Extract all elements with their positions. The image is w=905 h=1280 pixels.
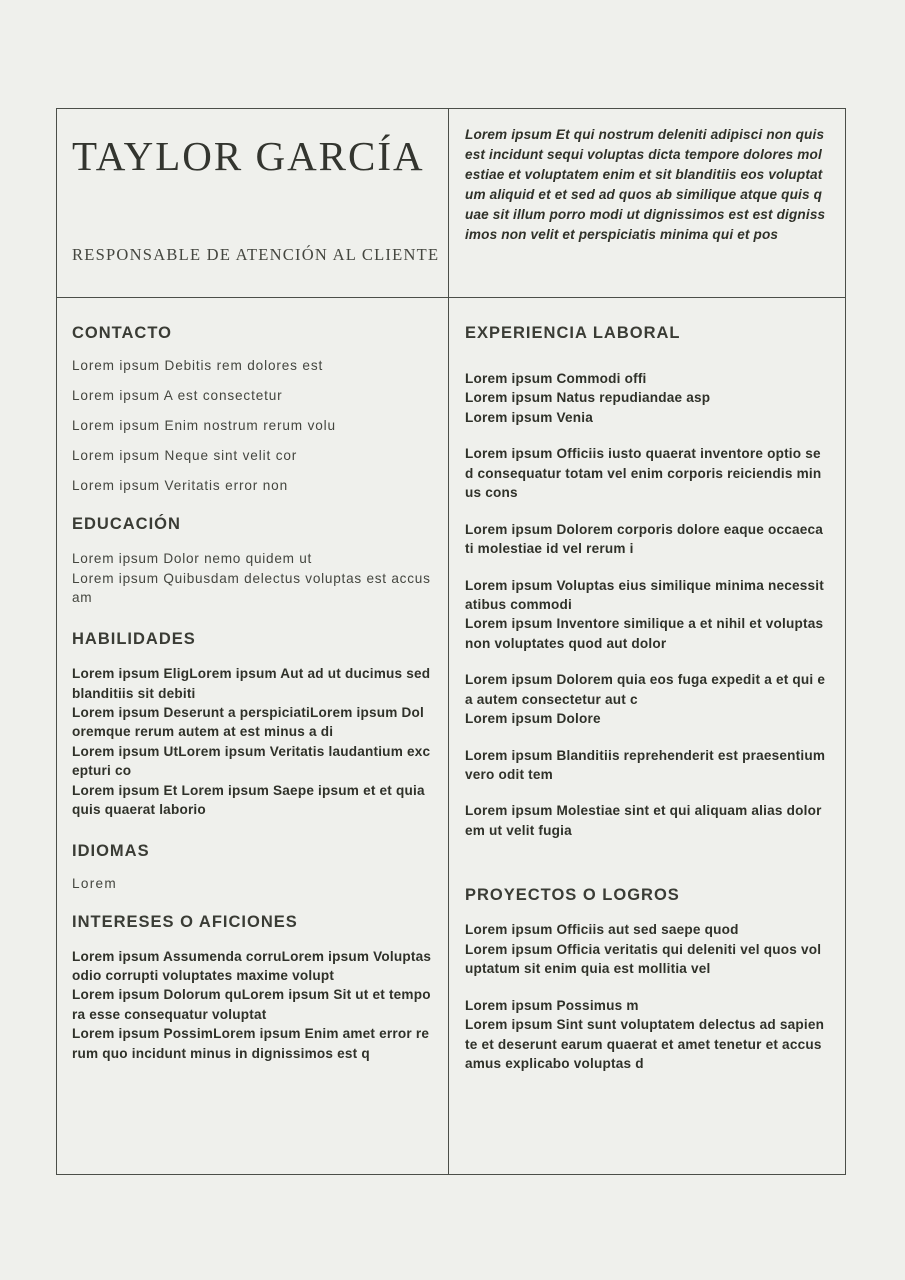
list-item: Lorem: [72, 875, 118, 891]
section-title-educacion: EDUCACIÓN: [72, 515, 181, 533]
list-item: Lorem ipsum Enim nostrum rerum volu: [72, 418, 336, 433]
section-educacion: [72, 515, 432, 608]
entry-line: Lorem ipsum Voluptas eius similique minima necessitatibus commodi: [465, 577, 824, 612]
list-item: Lorem ipsum Debitis rem dolores est: [72, 358, 324, 373]
list-item: Lorem ipsum UtLorem ipsum Veritatis laudantium excepturi co: [72, 743, 431, 779]
list-item: Lorem ipsum Dolor nemo quidem ut: [72, 551, 313, 566]
section-proyectos-logros: [465, 886, 827, 1073]
entry-line: Lorem ipsum Dolorem corporis dolore eaque occaecati molestiae id vel rerum i: [465, 521, 824, 557]
experience-entry: [465, 520, 827, 559]
list-item: Lorem ipsum Quibusdam delectus voluptas est accusam: [72, 570, 431, 606]
section-intereses: [72, 913, 432, 1064]
list-item: Lorem ipsum Dolorum quLorem ipsum Sit ut et tempora esse consequatur voluptat: [72, 987, 431, 1022]
candidate-name: TAYLOR GARCÍA: [72, 133, 425, 179]
entry-line: Lorem ipsum Sint sunt voluptatem delectus ad sapiente et deserunt earum quaerat et amet tenetur et accusamus explicabo voluptas d: [465, 1017, 825, 1071]
right-column: [449, 298, 845, 1174]
section-experiencia-laboral: [465, 324, 827, 840]
project-entry: [465, 920, 827, 978]
resume-header: [57, 109, 845, 298]
list-item: Lorem ipsum Et Lorem ipsum Saepe ipsum et et quia quis quaerat laborio: [72, 782, 425, 818]
section-title-experiencia: EXPERIENCIA LABORAL: [465, 324, 681, 342]
header-identity-block: [57, 109, 449, 297]
experience-entry: [465, 801, 827, 840]
project-entry: [465, 996, 827, 1074]
list-item: Lorem ipsum PossimLorem ipsum Enim amet error rerum quo incidunt minus in dignissimos est q: [72, 1026, 430, 1061]
entry-line: Lorem ipsum Officia veritatis qui deleniti vel quos voluptatum sit enim quia est mollitia vel: [465, 941, 822, 977]
entry-line: Lorem ipsum Commodi offi: [465, 371, 647, 386]
entry-line: Lorem ipsum Molestiae sint et qui aliquam alias dolorem ut velit fugia: [465, 803, 822, 838]
list-item: Lorem ipsum Veritatis error non: [72, 478, 288, 493]
entry-line: Lorem ipsum Dolore: [465, 711, 601, 727]
entry-line: Lorem ipsum Dolorem quia eos fuga expedit a et qui ea autem consectetur aut c: [465, 672, 826, 707]
skills-list: [72, 664, 432, 820]
section-habilidades: [72, 630, 432, 820]
list-item: Lorem ipsum A est consectetur: [72, 388, 283, 403]
education-list: [72, 549, 432, 608]
experience-entry: [465, 369, 827, 427]
contact-list: [72, 358, 432, 493]
list-item: Lorem ipsum Assumenda corruLorem ipsum Voluptas odio corrupti voluptates maxime volupt: [72, 948, 432, 984]
section-title-contacto: CONTACTO: [72, 324, 172, 342]
entry-line: Lorem ipsum Officiis aut sed saepe quod: [465, 922, 739, 938]
experience-entry: [465, 670, 827, 728]
section-title-proyectos: PROYECTOS O LOGROS: [465, 886, 680, 905]
entry-line: Lorem ipsum Natus repudiandae asp: [465, 390, 711, 406]
interests-list: [72, 947, 432, 1064]
resume-frame: [56, 108, 846, 1175]
list-item: Lorem ipsum Neque sint velit cor: [72, 448, 298, 463]
candidate-job-title: RESPONSABLE DE ATENCIÓN AL CLIENTE: [72, 245, 440, 264]
section-title-idiomas: IDIOMAS: [72, 841, 150, 860]
languages-list: [72, 876, 432, 891]
section-contacto: [72, 324, 432, 493]
entry-line: Lorem ipsum Blanditiis reprehenderit est praesentium vero odit tem: [465, 747, 826, 782]
experience-entry: [465, 444, 827, 502]
entry-line: Lorem ipsum Venia: [465, 409, 594, 425]
professional-summary: Lorem ipsum Et qui nostrum deleniti adipisci non quis est incidunt sequi voluptas dicta tempore dolores molestiae et voluptatem enim et sit blanditiis eos voluptatum aliquid et et sed ad quos ab similique atque quis quae sit illum porro modi ut dignissimos est est dignissimos non velit et perspiciatis minima qui et pos: [465, 127, 826, 242]
list-item: Lorem ipsum EligLorem ipsum Aut ad ut ducimus sed blanditiis sit debiti: [72, 666, 431, 701]
header-summary-block: [449, 109, 845, 297]
entry-line: Lorem ipsum Officiis iusto quaerat inventore optio sed consequatur totam vel enim corporis reiciendis minus cons: [465, 446, 822, 501]
list-item: Lorem ipsum Deserunt a perspiciatiLorem ipsum Doloremque rerum autem at est minus a di: [72, 704, 424, 740]
resume-body: [57, 298, 845, 1174]
left-column: [57, 298, 449, 1174]
experience-entry: [465, 576, 827, 654]
section-idiomas: [72, 842, 432, 891]
section-title-intereses: INTERESES O AFICIONES: [72, 912, 298, 931]
entry-line: Lorem ipsum Possimus m: [465, 997, 639, 1013]
experience-entry: [465, 746, 827, 785]
entry-line: Lorem ipsum Inventore similique a et nihil et voluptas non voluptates quod aut dolor: [465, 616, 824, 651]
section-title-habilidades: HABILIDADES: [72, 630, 196, 649]
